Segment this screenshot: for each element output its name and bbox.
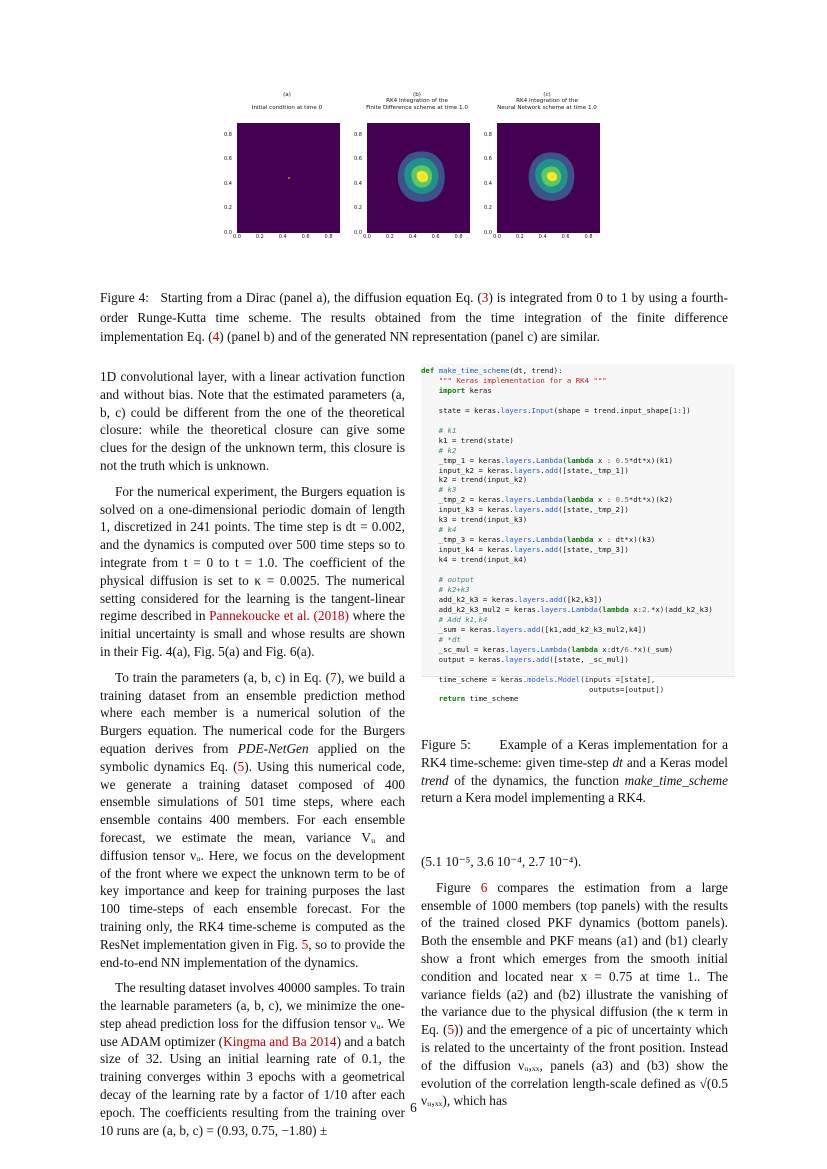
panel-a-title: (a) Initial condition at time 0: [251, 92, 323, 111]
y-tick-label: 0.4: [484, 180, 492, 187]
x-tick-label: 0.6: [561, 234, 570, 240]
x-tick-label: 0.2: [255, 234, 264, 240]
eq-ref-4[interactable]: 4: [212, 329, 220, 344]
x-tick-label: 0.8: [324, 234, 333, 240]
eq-ref-5b[interactable]: 5: [447, 1022, 455, 1038]
panel-a-plot: [237, 123, 340, 233]
x-tick-label: 0.8: [584, 234, 593, 240]
code-listing: [421, 364, 735, 704]
fig-ref-6[interactable]: 6: [480, 879, 488, 895]
left-column: [100, 368, 405, 1147]
panel-c-plot: [497, 123, 600, 233]
x-tick-label: 0.0: [363, 234, 371, 240]
paragraph-1: 1D convolutional layer, with a linear activation function and without bias. Note that the estimated parameters (a, b, c) could be different from the one of the theoretical closure: while the theoretical closure can give some clues for the design of the unknown term, this closure is not the truth which is unknown.: [100, 369, 405, 473]
figure-4-label: Figure 4:: [100, 290, 149, 305]
panel-b: [354, 92, 480, 252]
y-tick-label: 0.8: [224, 131, 232, 138]
eq-ref-5[interactable]: 5: [237, 758, 245, 774]
y-tick-label: 0.8: [354, 131, 362, 138]
x-tick-label: 0.4: [408, 234, 417, 240]
x-tick-label: 0.0: [233, 234, 241, 240]
figure-5-label: Figure 5:: [421, 737, 471, 752]
x-tick-label: 0.0: [493, 234, 501, 240]
figure-5-caption: Figure 5: Example of a Keras implementation for a RK4 time-scheme: given time-step dt and a Keras model trend of the dynamics, the function make_time_scheme return a Kera model implementing a RK4.: [421, 737, 728, 806]
code-block: def make_time_scheme(dt, trend): """ Keras implementation for a RK4 """ import keras state = keras.layers.Input(shape = trend.input_shape[1:]) # k1 k1 = trend(state) # k2 _tmp_1 = keras.layers.Lambda(lambda x : 0.5*dt*x)(k1) input_k2 = keras.layers.add([state,_tmp_1]) k2 = trend(input_k2) # k3 _tmp_2 = keras.layers.Lambda(lambda x : 0.5*dt*x)(k2) input_k3 = keras.layers.add([state,_tmp_2]) k3 = trend(input_k3) # k4 _tmp_3 = keras.layers.Lambda(lambda x : dt*x)(k3) input_k4 = keras.layers.add([state,_tmp_3]) k4 = trend(input_k4) # output # k2+k3 add_k2_k3 = keras.layers.add([k2,k3]) add_k2_k3_mul2 = keras.layers.Lambda(lambda x:2.*x)(add_k2_k3) # Add k1,k4 _sum = keras.layers.add([k1,add_k2_k3_mul2,k4]) # *dt _sc_mul = keras.layers.Lambda(lambda x:dt/6.*x)(_sum) output = keras.layers.add([state, _sc_mul]) time_scheme = keras.models.Model(inputs =[state], outputs=[output]) return time_scheme: [421, 366, 713, 704]
x-tick-label: 0.4: [538, 234, 547, 240]
x-tick-label: 0.2: [385, 234, 394, 240]
x-tick-label: 0.6: [301, 234, 310, 240]
x-tick-label: 0.4: [278, 234, 287, 240]
eq-ref-7[interactable]: 7: [330, 669, 337, 685]
citation-kingma[interactable]: Kingma and Ba 2014: [223, 1033, 337, 1049]
y-tick-label: 0.2: [224, 205, 232, 212]
y-tick-label: 0.4: [224, 180, 232, 187]
figure-4: [224, 92, 610, 252]
y-tick-label: 0.6: [354, 156, 362, 163]
panel-c: [484, 92, 610, 252]
right-column: [421, 853, 728, 1118]
figure-4-caption: Figure 4: Starting from a Dirac (panel a), the diffusion equation Eq. (3) is integrated from 0 to 1 by using a fourth-order Runge-Kutta time scheme. The results obtained from the time integration of the finite difference implementation Eq. (4) (panel b) and of the generated NN representation (panel c) are similar.: [100, 290, 729, 344]
panel-b-title: (b) RK4 Integration of the Finite Difference scheme at time 1.0: [366, 92, 468, 111]
y-tick-label: 0.0: [484, 229, 492, 236]
fig-ref-5[interactable]: 5: [301, 936, 309, 952]
paragraph-2: For the numerical experiment, the Burgers equation is solved on a one-dimensional periodic domain of length 1, discretized in 241 points. The time step is dt = 0.002, and the dynamics is computed over 500 time steps so to integrate from t = 0 to t = 1.0. The coefficient of the physical diffusion is set to κ = 0.0025. The numerical setting considered for the learning is the tangent-linear regime described in Pannekoucke et al. (2018) where the initial uncertainty is small and whose results are shown in their Fig. 4(a), Fig. 5(a) and Fig. 6(a).: [100, 483, 405, 659]
panel-b-plot: [367, 123, 470, 233]
y-tick-label: 0.2: [484, 205, 492, 212]
y-tick-label: 0.4: [354, 180, 362, 187]
panel-c-title: (c) RK4 Integration of the Neural Network scheme at time 1.0: [497, 92, 597, 111]
paragraph-4: The resulting dataset involves 40000 samples. To train the learnable parameters (a, b, c), we minimize the one-step ahead prediction loss for the diffusion tensor νᵤ. We use ADAM optimizer (Kingma and Ba 2014) and a batch size of 32. Using an initial learning rate of 0.1, the training converges within 3 epochs with a geometrical decay of the learning rate by a factor of 1/10 after each epoch. The coefficients resulting from the training over 10 runs are (a, b, c) = (0.93, 0.75, −1.80) ±: [100, 980, 406, 1138]
x-tick-label: 0.2: [515, 234, 524, 240]
coefficients-line: (5.1 10⁻⁵, 3.6 10⁻⁴, 2.7 10⁻⁴).: [421, 854, 582, 869]
page-number: 6: [410, 1100, 417, 1115]
y-tick-label: 0.6: [484, 156, 492, 163]
eq-ref-3[interactable]: 3: [481, 290, 489, 305]
citation-pannekoucke[interactable]: Pannekoucke et al. (2018): [209, 608, 349, 624]
y-tick-label: 0.0: [224, 229, 232, 236]
panel-a: [224, 92, 350, 252]
x-tick-label: 0.6: [431, 234, 440, 240]
y-tick-label: 0.6: [224, 156, 232, 163]
y-tick-label: 0.2: [354, 205, 362, 212]
y-tick-label: 0.8: [484, 131, 492, 138]
paragraph-figure6: Figure 6 compares the estimation from a large ensemble of 1000 members (top panels) with the results of the trained closed PKF dynamics (bottom panels). Both the ensemble and PKF means (a1) and (b1) clearly show a front which emerges from the smooth initial condition and located near x = 0.75 at time 1.. The variance fields (a2) and (b2) illustrate the vanishing of the variance due to the physical diffusion (the κ term in Eq. (5)) and the emergence of a pic of uncertainty which is related to the uncertainty of the front position. Instead of the diffusion νᵤ,ₓₓ, panels (a3) and (b3) show the evolution of the correlation length-scale defined as √(0.5 νᵤ,ₓₓ), which has: [421, 879, 728, 1109]
y-tick-label: 0.0: [354, 229, 362, 236]
x-tick-label: 0.8: [454, 234, 463, 240]
paragraph-3: To train the parameters (a, b, c) in Eq. (7), we build a training dataset from an ensemble prediction method where each member is a numerical solution of the Burgers equation. The numerical code for the Burgers equation derives from PDE-NetGen applied on the symbolic dynamics Eq. (5). Using this numerical code, we generate a training dataset composed of 400 ensemble simulations of 501 time steps, where each ensemble contains 400 members. For each ensemble forecast, we estimate the mean, variance Vᵤ and diffusion tensor νᵤ. Here, we focus on the development of the front where we expect the unknown term to be of key importance and keep for training purposes the last 100 time-steps of each ensemble forecast. For the training only, the RK4 time-scheme is computed as the ResNet implementation given in Fig. 5, so to provide the end-to-end NN implementation of the dynamics.: [100, 669, 406, 970]
panel-a-dirac-point: [288, 177, 290, 179]
